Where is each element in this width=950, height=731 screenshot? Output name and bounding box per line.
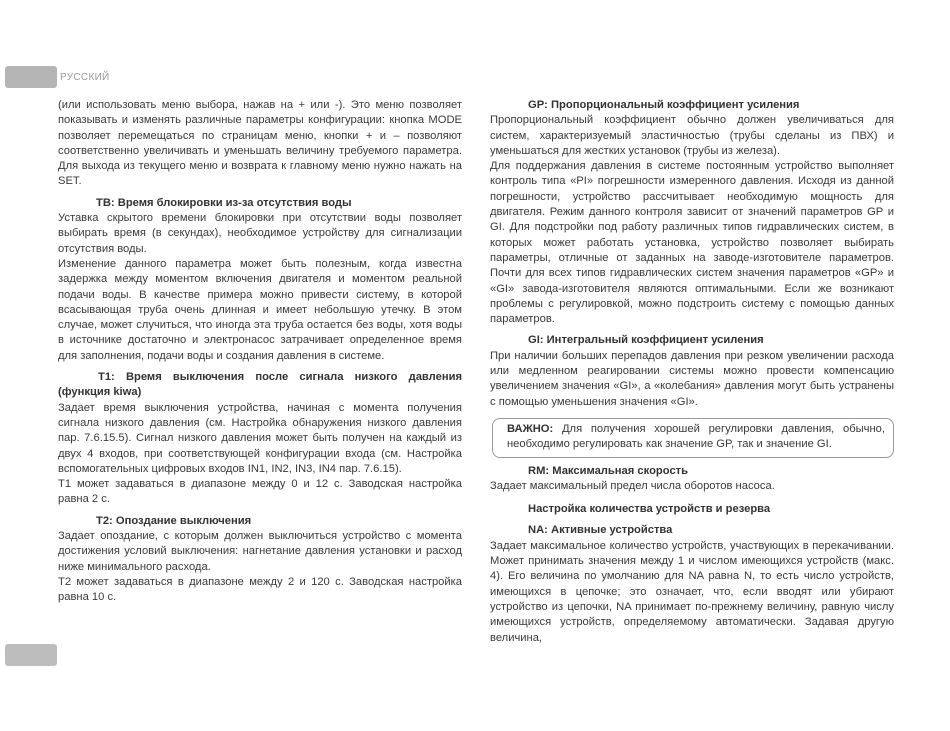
important-note-text: Для получения хорошей регулировки давления, обычно, необходимо регулировать как значение GP, так и значение GI.	[507, 422, 885, 451]
gi-paragraph-1: При наличии больших перепадов давления при резком увеличении расхода или медленном реагировании системы можно провести компенсацию увеличением значения «GI», а «колебания» давления могут быть устранены с помощью уменьшения значения «GI».	[490, 349, 894, 408]
gp-heading: GP: Пропорциональный коэффициент усиления	[528, 99, 800, 111]
rm-heading: RM: Максимальная скорость	[528, 464, 689, 477]
t2-paragraph-1: Задает опоздание, с которым должен выключиться устройство с момента достижения условий выключения: нагнетание давления установки и расход ниже минимального расхода.	[58, 530, 462, 573]
t2-paragraph-2: T2 может задаваться в диапазоне между 2 и 120 с. Заводская настройка равна 10 с.	[58, 575, 462, 604]
config-heading: Настройка количества устройств и резерва	[528, 503, 771, 516]
t2-heading: T2: Опоздание выключения	[96, 514, 252, 527]
intro-paragraph: (или использовать меню выбора, нажав на + или -). Это меню позволяет показывать и изменять различные параметры конфигурации: кнопка MODE позволяет перемещаться по страницам меню, кнопки + и – позволяют соответственно увеличивать и уменьшать величину требуемого параметра. Для выхода из текущего меню и возврата к главному меню нужно нажать на SET.	[58, 99, 462, 188]
tb-paragraph-2: Изменение данного параметра может быть полезным, когда известна задержка между моментом включения двигателя и моментом реальной подачи воды. В качестве примера можно привести систему, в которой всасывающая труба очень длинная и имеет небольшую утечку. В этом случае, может случиться, что иногда эта труба остается без воды, хотя воды в источнике достаточно и электронасос затрачивает определенное время для заполнения, подачи воды и создания давления в системе.	[58, 257, 462, 362]
na-paragraph-1: Задает максимальное количество устройств, участвующих в перекачивании. Может принимать значения между 1 и числом имеющихся устройств (макс. 4). Его величина по умолчанию для NA равна N, то есть число устройств, имеющихся в цепочке; это означает, что, если вводят или убирают устройство из цепочки, NA принимает по-прежнему величину, равную числу имеющихся устройств, определяемому автоматически. Задавая другую величина,	[490, 539, 894, 644]
t1-paragraph-1: Задает время выключения устройства, начиная с момента получения сигнала низкого давления (см. Настройка обнаружения низкого давления пар. 7.6.15.5). Сигнал низкого давления может быть получен на каждый из двух 4 входов, при соответствующей конфигурации входа (см. Настройка вспомогательных цифровых входов IN1, IN2, IN3, IN4 пар. 7.6.15).	[58, 401, 462, 475]
rm-paragraph-1: Задает максимальный предел числа оборотов насоса.	[490, 479, 775, 492]
language-tab	[5, 66, 57, 88]
gi-heading: GI: Интегральный коэффициент усиления	[528, 334, 764, 347]
t1-heading: T1: Время выключения после сигнала низкого давления (функция kiwa)	[58, 371, 462, 399]
na-heading: NA: Активные устройства	[528, 524, 673, 537]
t1-paragraph-2: T1 может задаваться в диапазоне между 0 и 12 с. Заводская настройка равна 2 с.	[58, 478, 462, 506]
tb-heading: TB: Время блокировки из-за отсутствия воды	[96, 196, 352, 209]
right-column	[490, 98, 894, 646]
important-note-label: ВАЖНО:	[507, 422, 554, 435]
tb-paragraph-1: Уставка скрытого времени блокировки при отсутствии воды позволяет выбирать время (в секундах), необходимое устройству для сигнализации отсутствия воды.	[58, 212, 462, 255]
important-note-box	[492, 418, 894, 458]
language-label: РУССКИЙ	[60, 72, 110, 83]
left-column	[58, 98, 462, 606]
gp-paragraph-2: Для поддержания давления в системе постоянным устройство выполняет контроль типа «PI» погрешности измеренного давления. Исходя из данной погрешности, устройство рассчитывает необходимую мощность для двигателя. Режим данного контроля зависит от значений параметров GP и GI. Для подстройки под работу различных типов гидравлических систем, в которых может работать установка, устройство позволяет выбирать параметры, отличные от заданных на заводе-изготовителе параметров. Почти для всех типов гидравлических систем значения параметров «GP» и «GI» завода-изготовителя являются оптимальными. Если же возникают проблемы с регулировкой, можно подстроить систему с помощью данных параметров.	[490, 160, 894, 326]
gp-paragraph-1: Пропорциональный коэффициент обычно должен увеличиваться для систем, характеризуемый эластичностью (трубы сделаны из ПВХ) и уменьшаться для жестких установок (трубы из железа).	[490, 114, 894, 157]
page-number-tab	[5, 644, 57, 666]
